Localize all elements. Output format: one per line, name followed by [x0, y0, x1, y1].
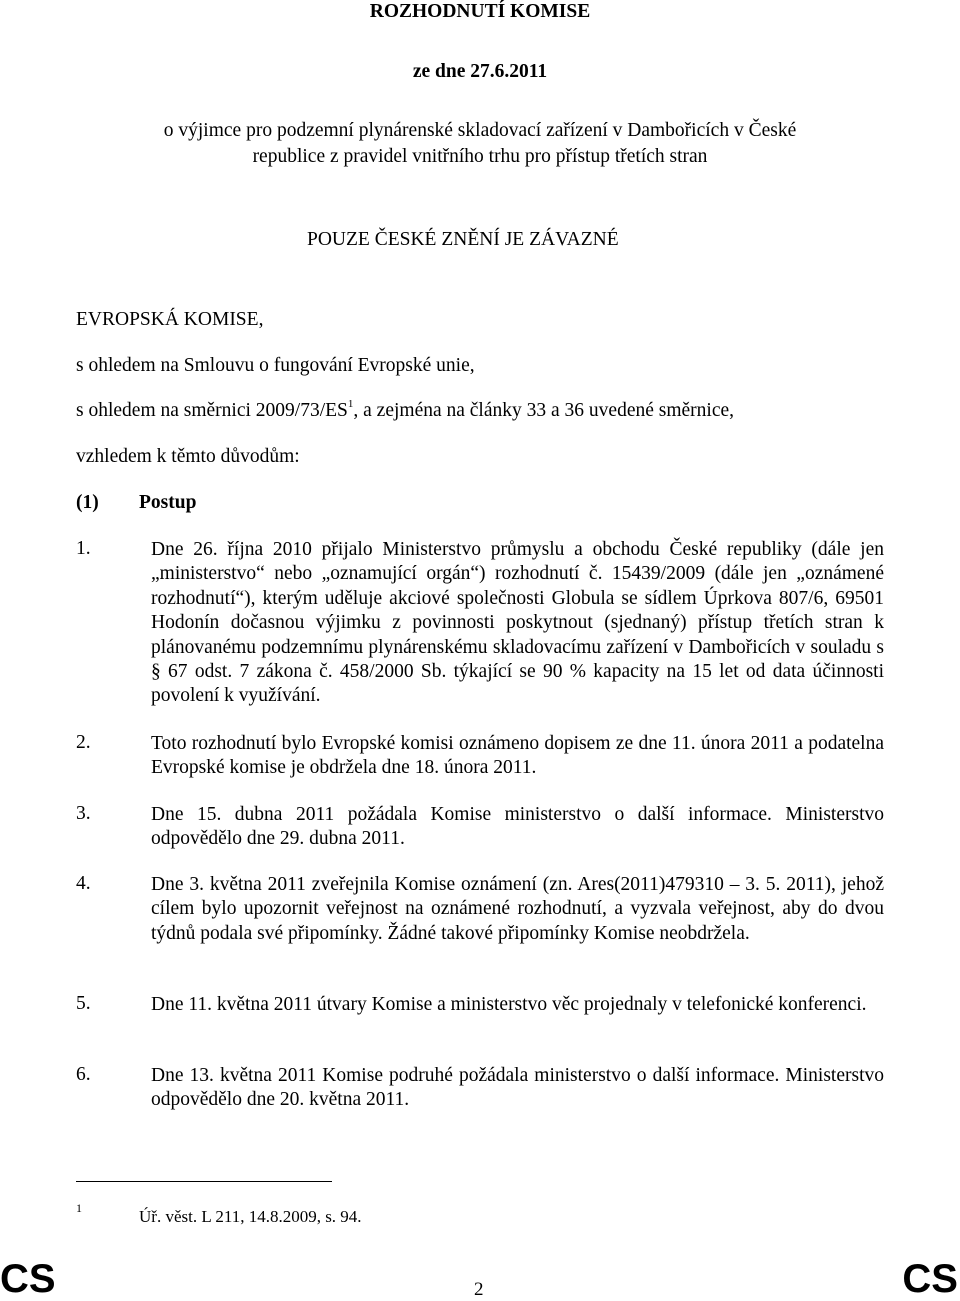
paragraph-text: Dne 26. října 2010 přijalo Ministerstvo průmyslu a obchodu České republiky (dále jen „ministerstvo“ nebo „oznamující orgán“) rozhodnutí č. 15439/2009 (dále jen „oznámené rozhodnutí“), kterým uděluje akciové společnosti Globula se sídlem Úprkova 807/6, 69501 Hodonín dočasnou výjimku z povinnosti poskytnout (sjednaný) přístup třetích stran k plánovanému podzemnímu plynárenskému skladovacímu zařízení v Dambořicích v souladu s § 67 odst. 7 zákona č. 458/2000 Sb. týkající se 90 % kapacity na 15 let od data účinnosti povolení k využívání. — [151, 539, 884, 707]
paragraph-number: 5. — [76, 993, 91, 1014]
footnote-reference: 1 — [347, 397, 354, 410]
language-code-right: CS — [902, 1257, 958, 1301]
paragraph-text: Dne 3. května 2011 zveřejnila Komise oznámení (zn. Ares(2011)479310 – 3. 5. 2011), jehož cílem bylo upozornit veřejnost na oznámené rozhodnutí, a vyzvala veřejnost, aby do dvou týdnů podala své připomínky. Žádné takové připomínky Komise neobdržela. — [151, 874, 884, 944]
recital-directive — [76, 397, 735, 422]
subject-line-2: republice z pravidel vnitřního trhu pro přístup třetích stran — [252, 146, 708, 167]
section-number: (1) — [76, 492, 99, 513]
document-date: ze dne 27.6.2011 — [412, 61, 548, 82]
footnote-text: Úř. věst. L 211, 14.8.2009, s. 94. — [139, 1207, 362, 1226]
paragraph-text: Dne 11. května 2011 útvary Komise a ministerstvo věc projednaly v telefonické konferenci. — [151, 994, 867, 1015]
document-title: ROZHODNUTÍ KOMISE — [369, 1, 591, 22]
paragraph-number: 6. — [76, 1064, 91, 1085]
paragraph-number: 4. — [76, 873, 91, 894]
paragraph-number: 2. — [76, 732, 91, 753]
paragraph-text: Toto rozhodnutí bylo Evropské komisi oznámeno dopisem ze dne 11. února 2011 a podatelna Evropské komise je obdržela dne 18. února 2011. — [151, 733, 884, 779]
paragraph-number: 3. — [76, 803, 91, 824]
section-title: Postup — [139, 492, 197, 513]
subject-line-1: o výjimce pro podzemní plynárenské skladovací zařízení v Dambořicích v České — [163, 120, 797, 141]
institution-heading: EVROPSKÁ KOMISE, — [76, 309, 264, 330]
binding-language-note: POUZE ČESKÉ ZNĚNÍ JE ZÁVAZNÉ — [307, 229, 619, 250]
recital-directive-text-a: s ohledem na směrnici 2009/73/ES — [76, 400, 348, 421]
document-subject — [0, 118, 960, 170]
paragraph-number: 1. — [76, 538, 91, 559]
paragraph-text: Dne 15. dubna 2011 požádala Komise ministerstvo o další informace. Ministerstvo odpovědělo dne 29. dubna 2011. — [151, 804, 884, 850]
recital-directive-text-b: , a zejména na články 33 a 36 uvedené směrnice, — [353, 400, 735, 421]
language-code-left: CS — [0, 1257, 56, 1301]
page-number: 2 — [474, 1279, 484, 1300]
paragraph-text: Dne 13. května 2011 Komise podruhé požádala ministerstvo o další informace. Ministerstvo odpovědělo dne 20. května 2011. — [151, 1065, 884, 1111]
recital-treaty: s ohledem na Smlouvu o fungování Evropské unie, — [76, 355, 475, 376]
footnote-separator — [76, 1181, 332, 1182]
recital-whereas: vzhledem k těmto důvodům: — [76, 446, 300, 467]
footnote-marker: 1 — [76, 1201, 82, 1215]
